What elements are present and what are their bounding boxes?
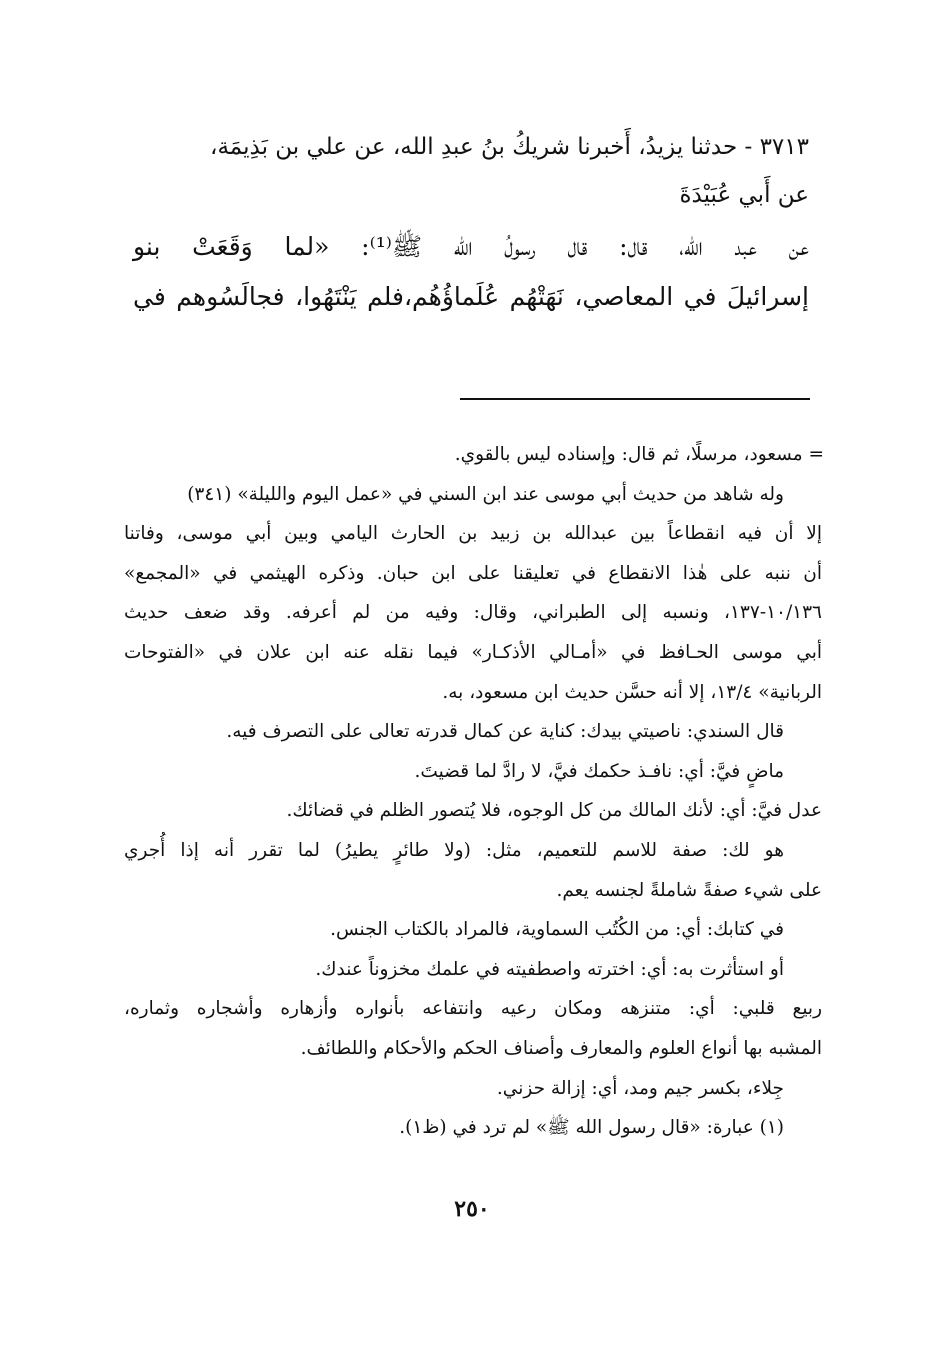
footnote-line: الربانية» ١٣/٤، إلا أنه حسَّن حديث ابن مسعود، به. xyxy=(442,681,822,703)
hadith-line: ٣٧١٣ - حدثنا يزيدُ، أَخبرنا شريكُ بنُ عبدِ الله، عن علي بن بَذِيمَة، xyxy=(210,134,809,160)
footnote-line: إلا أن فيه انقطاعاً بين عبدالله بن زبيد بن الحارث اليامي وبين أبي موسى، وفاتنا xyxy=(124,523,822,545)
footnote-line: ماضٍ فيَّ: أي: نافـذ حكمك فيَّ، لا رادَّ لما قضيتَ. xyxy=(414,760,784,782)
footnote-line: ١٠/١٣٦-١٣٧، ونسبه إلى الطبراني، وقال: وفيه من لم أعرفه. وقد ضعف حديث xyxy=(124,602,822,624)
hadith-text xyxy=(133,122,809,322)
footnote-line: = مسعود، مرسلًا، ثم قال: وإسناده ليس بالقوي. xyxy=(454,444,824,465)
footnote-separator xyxy=(460,398,810,400)
hadith-line: عن أَبي عُبَيْدَةَ xyxy=(679,182,809,208)
footnote-line: أن ننبه على هٰذا الانقطاع في تعليقنا على ابن حبان. وذكره الهيثمي في «المجمع» xyxy=(124,562,822,584)
footnote-line: قال السندي: ناصيتي بيدك: كناية عن كمال قدرته تعالى على التصرف فيه. xyxy=(226,721,784,743)
footnote-line: عدل فيَّ: أي: لأنك المالك من كل الوجوه، فلا يُتصور الظلم في قضائك. xyxy=(286,800,822,822)
hadith-line: عن عبد الله، قال: قال رسولُ الله ﷺ⁽¹⁾: «لما وَقَعَتْ بنو xyxy=(133,232,809,261)
footnote-line: هو لك: صفة للاسم للتعميم، مثل: (ولا طائرٍ يطيرُ) لما تقرر أنه إذا أُجري xyxy=(124,839,784,861)
footnote-line: ربيع قلبي: أي: متنزهه ومكان رعيه وانتفاعه بأنواره وأزهاره وأشجاره وثماره، xyxy=(124,998,822,1020)
footnotes xyxy=(124,435,824,1148)
footnote-1: (١) عبارة: «قال رسول الله ﷺ» لم ترد في (ظ١). xyxy=(399,1117,784,1139)
page-number: ٢٥٠ xyxy=(454,1196,490,1222)
footnote-line: جِلاء، بكسر جيم ومد، أي: إزالة حزني. xyxy=(496,1077,784,1099)
footnote-line: أو استأثرت به: أي: اخترته واصطفيته في علمك مخزوناً عندك. xyxy=(315,958,784,980)
footnote-line: على شيء صفةً شاملةً لجنسه يعم. xyxy=(556,879,822,901)
footnote-line: المشبه بها أنواع العلوم والمعارف وأصناف الحكم والأحكام واللطائف. xyxy=(300,1037,822,1059)
footnote-line: أبي موسى الحـافظ في «أمـالي الأذكـار» فيما نقله عنه ابن علان في «الفتوحات xyxy=(124,641,822,663)
footnote-line: وله شاهد من حديث أبي موسى عند ابن السني في «عمل اليوم والليلة» (٣٤١) xyxy=(187,483,784,505)
footnote-line: في كتابك: أي: من الكُتُب السماوية، فالمراد بالكتاب الجنس. xyxy=(330,919,784,941)
hadith-line: إسرائيلَ في المعاصي، نَهَتْهُم عُلَماؤُهُم،فلم يَنْتَهُوا، فجالَسُوهم في xyxy=(133,282,809,311)
